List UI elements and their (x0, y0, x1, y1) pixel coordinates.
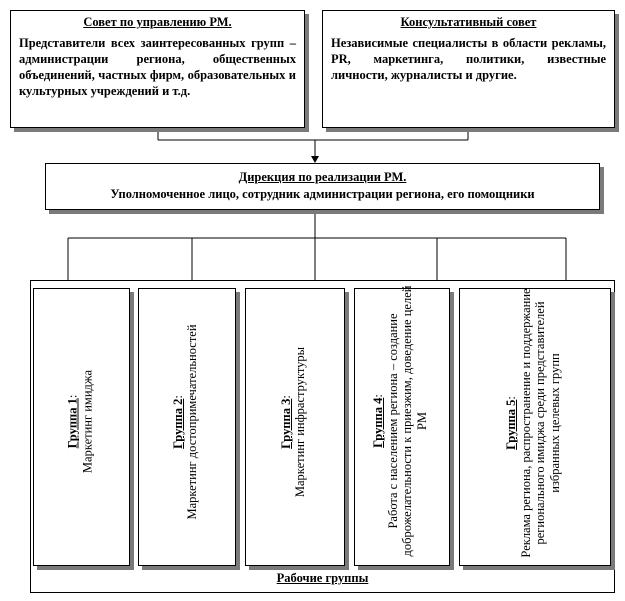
group-2-name: Группа 2 (170, 398, 185, 449)
advisory-title: Консультативный совет (400, 15, 537, 29)
group-5-name: Группа 5 (504, 399, 518, 450)
group-1-sep: : (65, 394, 80, 399)
council-text: Представители всех заинтересованных групп – администрации региона, общественных объединений, частных фирм, образовательных и культурных учреждений и т.д. (19, 36, 296, 98)
council-title: Совет по управлению РМ. (83, 15, 232, 29)
group-text-1 (34, 285, 127, 559)
group-1-desc: Маркетинг имиджа (80, 369, 94, 474)
group-5-desc: Реклама региона, распространение и поддержание регионального имиджа среди представителей избранных целевых групп (518, 288, 562, 558)
working-groups-label: Рабочие группы (276, 571, 369, 585)
group-4-name: Группа 4 (371, 397, 385, 448)
group-text-3 (245, 285, 341, 559)
directorate-text: Уполномоченное лицо, сотрудник администрации региона, его помощники (110, 187, 535, 201)
group-5-sep: : (504, 396, 518, 400)
group-4-desc: Работа с населением региона – создание доброжелательности к приезжим, доведение целей РМ (385, 285, 429, 557)
council-box (10, 10, 305, 128)
group-2-sep: : (170, 395, 185, 399)
group-2-desc: Маркетинг достопримечательностей (185, 324, 199, 520)
group-text-2 (138, 285, 232, 559)
group-1-name: Группа 1 (65, 398, 80, 449)
group-text-5 (463, 286, 603, 560)
group-text-4 (354, 284, 446, 558)
directorate-box (45, 163, 600, 210)
advisory-text: Независимые специалисты в области рекламы, PR, маркетинга, политики, известные личности, журналисты и другие. (331, 36, 606, 82)
group-3-name: Группа 3 (278, 398, 293, 449)
group-3-sep: : (278, 395, 293, 399)
advisory-box (322, 10, 615, 128)
group-3-desc: Маркетинг инфраструктуры (293, 346, 307, 498)
directorate-title: Дирекция по реализации РМ. (238, 170, 407, 184)
group-4-sep: : (371, 394, 385, 398)
